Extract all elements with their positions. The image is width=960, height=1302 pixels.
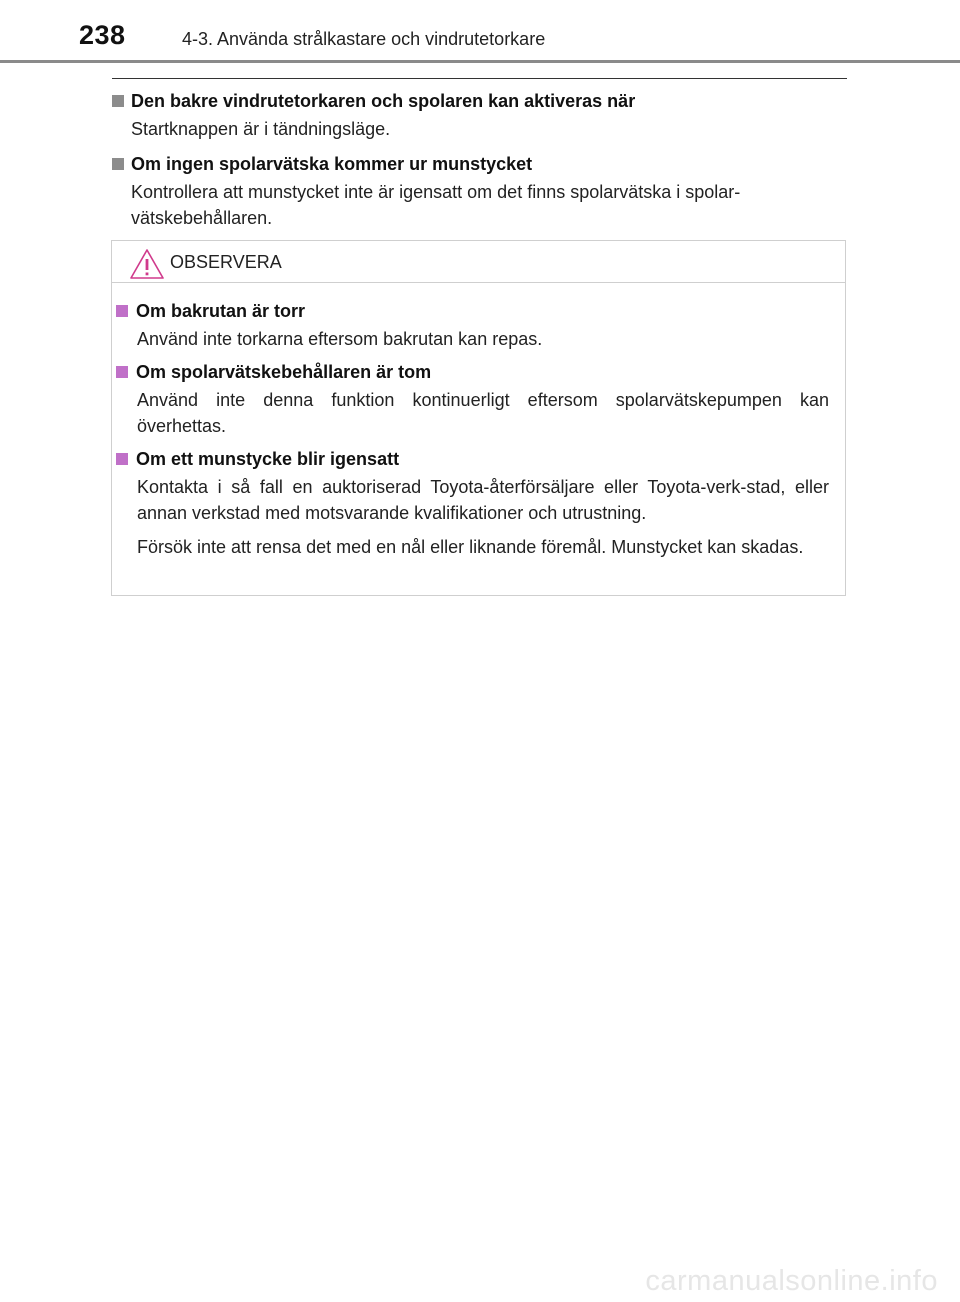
list-item (112, 152, 847, 231)
item-heading (112, 447, 845, 471)
caution-items (112, 299, 845, 568)
item-heading (112, 299, 845, 323)
list-item (112, 360, 845, 439)
section-title: 4-3. Använda strålkastare och vindrutetorkare (182, 29, 546, 49)
page-number: 238 (79, 20, 126, 50)
item-body: Använd inte torkarna eftersom bakrutan kan repas. (137, 329, 543, 349)
item-body: Startknappen är i tändningsläge. (131, 119, 391, 139)
item-heading-text: Om ingen spolarvätska kommer ur munstycket (131, 154, 533, 174)
page-header (0, 0, 960, 62)
square-bullet-icon (116, 366, 128, 378)
caution-box (111, 240, 846, 596)
item-heading-text: Om bakrutan är torr (136, 301, 306, 321)
item-heading (112, 89, 847, 113)
caution-title: OBSERVERA (170, 252, 282, 272)
square-bullet-icon (112, 158, 124, 170)
caution-header (112, 241, 845, 283)
warning-triangle-icon (129, 248, 165, 280)
item-heading (112, 360, 845, 384)
item-heading-text: Om ett munstycke blir igensatt (136, 449, 400, 469)
watermark: carmanualsonline.info (645, 1265, 938, 1297)
item-body: Kontakta i så fall en auktoriserad Toyota-återförsäljare eller Toyota-verk-stad, eller annan verkstad med motsvarande kvalifikationer och utrustning. (137, 477, 829, 523)
item-body: Försök inte att rensa det med en nål eller liknande föremål. Munstycket kan skadas. (137, 537, 804, 557)
header-divider (0, 60, 960, 63)
square-bullet-icon (116, 453, 128, 465)
item-heading-text: Om spolarvätskebehållaren är tom (136, 362, 432, 382)
list-item (112, 89, 847, 142)
item-body: Kontrollera att munstycket inte är igensatt om det finns spolarvätska i spolar-vätskebehållaren. (131, 182, 741, 228)
item-heading (112, 152, 847, 176)
square-bullet-icon (116, 305, 128, 317)
list-item (112, 299, 845, 352)
item-heading-text: Den bakre vindrutetorkaren och spolaren kan aktiveras när (131, 91, 636, 111)
content-divider (112, 78, 847, 79)
item-body: Använd inte denna funktion kontinuerligt eftersom spolarvätskepumpen kan överhettas. (137, 390, 829, 436)
main-content (112, 89, 847, 241)
list-item (112, 447, 845, 560)
square-bullet-icon (112, 95, 124, 107)
